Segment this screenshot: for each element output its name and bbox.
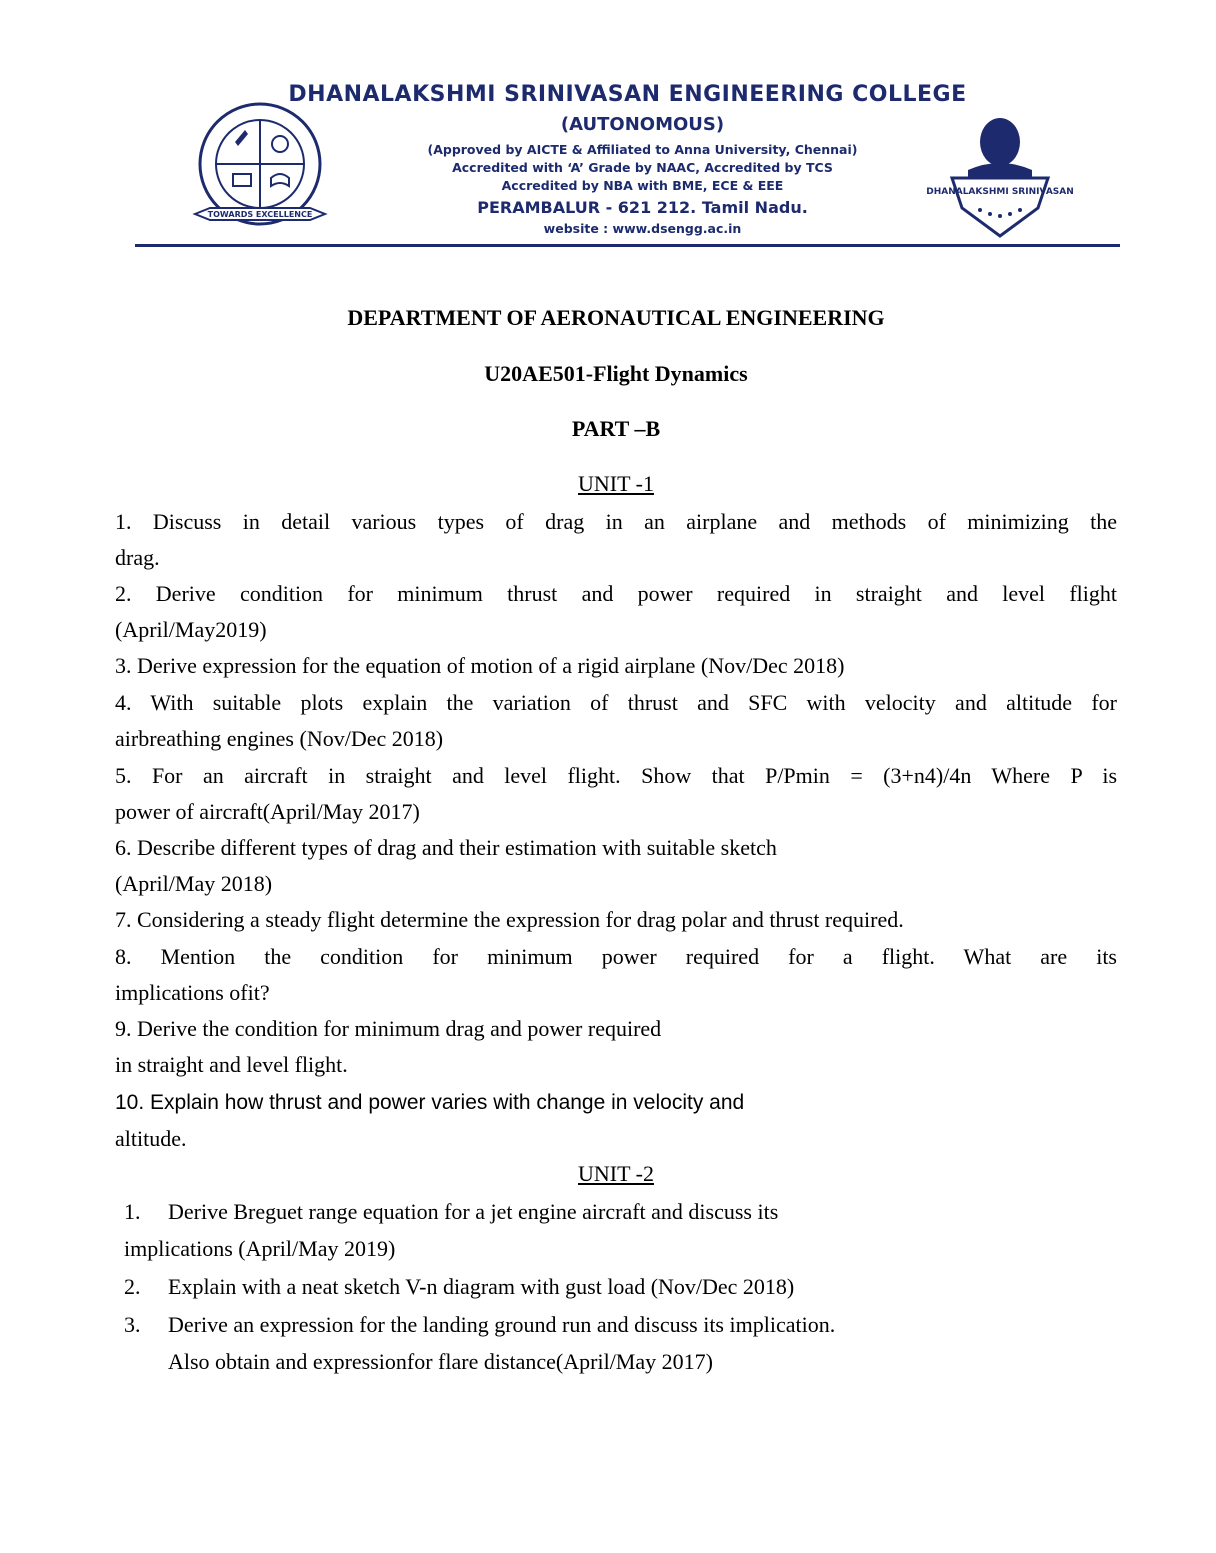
unit-1-question-2	[115, 576, 1117, 648]
question-line: in straight and level flight.	[115, 1052, 348, 1077]
question-line: 3. Derive expression for the equation of motion of a rigid airplane (Nov/Dec 2018)	[115, 653, 845, 678]
question-line: Derive an expression for the landing ground run and discuss its implication.	[168, 1312, 836, 1337]
question-number: 2.	[124, 1274, 141, 1299]
question-line: airbreathing engines (Nov/Dec 2018)	[115, 726, 444, 751]
part-title: PART –B	[571, 416, 661, 441]
city-line: PERAMBALUR - 621 212. Tamil Nadu.	[477, 198, 808, 217]
letterhead	[135, 78, 1120, 248]
course-title: U20AE501-Flight Dynamics	[484, 361, 748, 386]
approval-line: (Approved by AICTE & Affiliated to Anna University, Chennai)	[427, 142, 858, 157]
question-line: 10. Explain how thrust and power varies with change in velocity and	[115, 1091, 745, 1114]
unit-1-question-5	[115, 758, 1117, 830]
question-line: 2. Derive condition for minimum thrust and power required in straight and level flight	[115, 581, 1117, 606]
question-line: implications ofit?	[115, 980, 270, 1005]
question-line: Explain with a neat sketch V-n diagram with gust load (Nov/Dec 2018)	[168, 1274, 795, 1299]
question-line: drag.	[115, 545, 160, 570]
unit-1-question-1	[115, 504, 1117, 576]
unit-2-title: UNIT -2	[578, 1161, 654, 1186]
question-line: 8. Mention the condition for minimum power required for a flight. What are its	[115, 944, 1117, 969]
nba-line: Accredited by NBA with BME, ECE & EEE	[501, 178, 784, 193]
unit-1-question-3	[115, 648, 1117, 684]
question-line: 6. Describe different types of drag and their estimation with suitable sketch	[115, 835, 777, 860]
unit-1-question-6	[115, 830, 1117, 902]
college-name: DHANALAKSHMI SRINIVASAN ENGINEERING COLLEGE	[288, 82, 967, 107]
question-line: power of aircraft(April/May 2017)	[115, 799, 420, 824]
website-line: website : www.dsengg.ac.in	[543, 221, 742, 236]
unit-1-question-9	[115, 1011, 1117, 1083]
question-line: Derive Breguet range equation for a jet engine aircraft and discuss its	[168, 1199, 779, 1224]
question-line: 5. For an aircraft in straight and level flight. Show that P/Pmin = (3+n4)/4n Where P is	[115, 763, 1117, 788]
group-logo-text: DHANALAKSHMI SRINIVASAN	[926, 187, 1074, 197]
question-line: 7. Considering a steady flight determine the expression for drag polar and thrust required.	[115, 907, 904, 932]
unit-1-question-10	[115, 1085, 1117, 1157]
question-line: 4. With suitable plots explain the variation of thrust and SFC with velocity and altitude for	[115, 690, 1117, 715]
question-number: 1.	[124, 1199, 141, 1224]
question-line: 1. Discuss in detail various types of drag in an airplane and methods of minimizing the	[115, 509, 1117, 534]
question-line: (April/May 2018)	[115, 871, 273, 896]
unit-1-question-8	[115, 939, 1117, 1011]
question-number: 3.	[124, 1312, 141, 1337]
question-line: implications (April/May 2019)	[124, 1236, 396, 1261]
naac-line: Accredited with ‘A’ Grade by NAAC, Accredited by TCS	[452, 160, 833, 175]
college-status: (AUTONOMOUS)	[560, 114, 725, 135]
question-line: altitude.	[115, 1126, 187, 1151]
unit-1-question-4	[115, 685, 1117, 757]
department-title: DEPARTMENT OF AERONAUTICAL ENGINEERING	[347, 305, 885, 330]
unit-1-question-7	[115, 902, 1117, 938]
seal-ribbon-text: TOWARDS EXCELLENCE	[207, 210, 313, 219]
unit-1-title: UNIT -1	[578, 471, 654, 496]
letterhead-divider	[135, 244, 1120, 247]
question-line: 9. Derive the condition for minimum drag and power required	[115, 1016, 662, 1041]
question-line: (April/May2019)	[115, 617, 267, 642]
question-line: Also obtain and expressionfor flare distance(April/May 2017)	[168, 1349, 713, 1374]
